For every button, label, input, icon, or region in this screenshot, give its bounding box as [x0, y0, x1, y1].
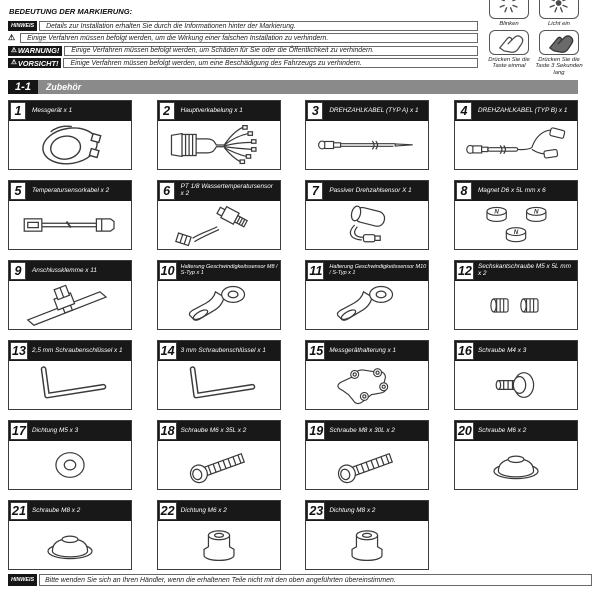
part-number: 4 — [456, 102, 472, 120]
cable-type-a-icon — [310, 123, 424, 167]
parts-grid — [8, 100, 578, 570]
part-box — [157, 260, 281, 330]
part-number: 16 — [457, 344, 472, 358]
terminal-clamp-icon — [13, 283, 127, 327]
part-box — [454, 100, 578, 170]
part-label: Messgeräthalterung x 1 — [329, 346, 397, 354]
part-illustration-area — [9, 361, 131, 409]
part-illustration-area — [306, 441, 428, 489]
part-box — [454, 260, 578, 330]
indicator-label: Drücken Sie die Taste einmal — [488, 56, 530, 70]
legend-text: Einige Verfahren müssen befolgt werden, um eine Beschädigung des Fahrzeugs zu verhindern. — [63, 58, 478, 68]
part-illustration-area — [9, 121, 131, 169]
legend-row — [8, 46, 478, 56]
legend-row — [8, 58, 478, 68]
part-header — [158, 341, 280, 361]
dome-nut-icon — [459, 443, 573, 487]
indicator-frame — [489, 0, 529, 19]
part-label: Magnet D6 x 5L mm x 6 — [477, 186, 546, 194]
part-box — [305, 420, 429, 490]
part-number: 22 — [160, 504, 175, 518]
part-box — [305, 100, 429, 170]
part-box — [8, 340, 132, 410]
legend-badge — [8, 21, 37, 31]
part-number: 1 — [10, 102, 26, 120]
part-box — [157, 340, 281, 410]
blink-icon — [493, 0, 525, 15]
grommet-icon — [310, 523, 424, 567]
speed-sensor-icon — [310, 203, 424, 247]
indicator-frame — [539, 30, 579, 55]
part-label: Temperatursensorkabel x 2 — [32, 186, 110, 194]
part-number: 20 — [457, 424, 472, 438]
water-temp-sensor-icon — [162, 203, 276, 247]
part-illustration-area — [158, 441, 280, 489]
part-label: DREHZAHLKABEL (TYP B) x 1 — [477, 106, 568, 114]
legend-badge — [8, 58, 61, 68]
part-box — [157, 500, 281, 570]
bolt-long-icon — [310, 443, 424, 487]
legend-badge-label: WARNUNG! — [17, 46, 60, 56]
part-label: Hauptverkabelung x 1 — [180, 106, 243, 114]
part-box — [8, 420, 132, 490]
part-header — [306, 421, 428, 441]
part-header — [306, 261, 428, 281]
part-label: Schraube M8 x 30L x 2 — [329, 426, 395, 434]
screw-m4-icon — [459, 363, 573, 407]
part-box — [8, 500, 132, 570]
footer-notice — [8, 574, 592, 586]
part-header — [9, 501, 131, 521]
part-label: Messgerät x 1 — [32, 106, 73, 114]
part-label: Schraube M8 x 2 — [32, 506, 81, 514]
part-label: 2,5 mm Schraubenschlüssel x 1 — [32, 346, 123, 354]
legend-badge — [8, 46, 62, 56]
set-screws-icon — [459, 283, 573, 327]
part-label: Halterung Geschwindigkeitssensor M10 / S-Typ x 1 — [329, 264, 427, 276]
part-header — [9, 341, 131, 361]
warning-triangle-icon: ⚠ — [11, 46, 17, 54]
legend-badge-label: VORSICHT! — [17, 58, 59, 68]
part-number: 2 — [159, 102, 175, 120]
part-number: 8 — [456, 182, 472, 200]
part-number: 14 — [160, 344, 175, 358]
part-number: 23 — [309, 504, 324, 518]
part-label: Dichtung M5 x 3 — [32, 426, 79, 434]
gauge-icon — [13, 123, 127, 167]
part-illustration-area — [306, 121, 428, 169]
part-header — [306, 501, 428, 521]
light-on-icon — [543, 0, 575, 15]
part-label: Dichtung M8 x 2 — [329, 506, 376, 514]
part-illustration-area — [455, 121, 577, 169]
hex-key-icon — [13, 363, 127, 407]
wiring-harness-icon — [162, 123, 276, 167]
marking-legend — [8, 21, 478, 71]
part-header — [158, 181, 280, 201]
part-box — [305, 340, 429, 410]
part-box — [8, 100, 132, 170]
part-number: 11 — [309, 264, 323, 278]
footer-notice-badge: HINWEIS — [8, 574, 37, 586]
part-number: 5 — [10, 182, 26, 200]
part-number: 15 — [309, 344, 324, 358]
magnets-icon — [459, 203, 573, 247]
part-box — [454, 180, 578, 250]
part-illustration-area — [158, 361, 280, 409]
part-header — [306, 181, 428, 201]
indicator-icon-panel — [484, 0, 584, 76]
part-illustration-area — [158, 121, 280, 169]
hex-key-icon — [162, 363, 276, 407]
part-box — [305, 180, 429, 250]
warning-triangle-icon: ⚠ — [8, 33, 16, 43]
warning-triangle-icon: ⚠ — [11, 58, 17, 66]
part-header — [158, 101, 280, 121]
part-header — [455, 181, 577, 201]
indicator-cell — [534, 30, 584, 77]
indicator-label: Blinken — [499, 21, 519, 27]
legend-row — [8, 33, 478, 43]
part-label: Halterung Geschwindigkeitssensor M8 / S-Typ x 1 — [180, 264, 278, 276]
legend-row — [8, 21, 478, 31]
part-illustration-area — [9, 521, 131, 569]
part-illustration-area — [158, 521, 280, 569]
gauge-bracket-icon — [310, 363, 424, 407]
legend-badge-label: HINWEIS — [11, 23, 35, 29]
part-header — [455, 341, 577, 361]
part-illustration-area — [158, 281, 280, 329]
part-illustration-area — [306, 201, 428, 249]
section-title: Zubehör — [38, 80, 578, 94]
part-illustration-area — [9, 441, 131, 489]
part-box — [157, 420, 281, 490]
indicator-frame — [489, 30, 529, 55]
sensor-bracket-icon — [310, 283, 424, 327]
part-box — [8, 260, 132, 330]
part-number: 3 — [307, 102, 323, 120]
indicator-cell — [484, 0, 534, 28]
footer-notice-text: Bitte wenden Sie sich an Ihren Händler, wenn die erhaltenen Teile nicht mit den oben angeführten übereinstimmen. — [39, 574, 592, 586]
part-label: Dichtung M6 x 2 — [180, 506, 227, 514]
part-number: 7 — [307, 182, 323, 200]
indicator-cell — [484, 30, 534, 77]
part-illustration-area — [158, 201, 280, 249]
part-header — [455, 261, 577, 281]
part-box — [454, 420, 578, 490]
part-box — [8, 180, 132, 250]
press-once-icon — [493, 30, 525, 54]
washer-icon — [13, 443, 127, 487]
part-header — [9, 421, 131, 441]
part-number: 9 — [10, 262, 26, 280]
press-hold-icon — [543, 30, 575, 54]
part-box — [454, 340, 578, 410]
part-illustration-area — [306, 361, 428, 409]
legend-title: BEDEUTUNG DER MARKIERUNG: — [9, 7, 133, 16]
part-header — [306, 101, 428, 121]
part-number: 12 — [457, 264, 472, 278]
part-label: Anschlussklemme x 11 — [32, 266, 97, 274]
part-box — [157, 180, 281, 250]
part-box — [305, 500, 429, 570]
part-number: 6 — [159, 182, 175, 200]
part-header — [306, 341, 428, 361]
legend-text: Einige Verfahren müssen befolgt werden, um Schäden für Sie oder die Öffentlichkeit zu verhindern. — [64, 46, 478, 56]
part-box — [157, 100, 281, 170]
part-number: 13 — [12, 344, 26, 358]
section-number: 1-1 — [8, 80, 38, 94]
part-number: 10 — [160, 264, 175, 278]
part-header — [9, 101, 131, 121]
part-label: Schraube M4 x 3 — [477, 346, 527, 354]
part-label: Schraube M6 x 2 — [477, 426, 527, 434]
indicator-label: Licht ein — [548, 21, 570, 27]
legend-text: Einige Verfahren müssen befolgt werden, um die Wirkung einer falschen Installation zu verhindern. — [20, 33, 478, 43]
part-header — [158, 421, 280, 441]
cable-type-b-icon — [459, 123, 573, 167]
part-number: 17 — [12, 424, 26, 438]
part-illustration-area — [455, 201, 577, 249]
part-header — [158, 501, 280, 521]
part-illustration-area — [306, 521, 428, 569]
part-header — [158, 261, 280, 281]
legend-badge — [8, 33, 18, 43]
dome-nut-icon — [13, 523, 127, 567]
part-label: Schraube M6 x 35L x 2 — [180, 426, 247, 434]
part-number: 18 — [160, 424, 175, 438]
grommet-icon — [162, 523, 276, 567]
part-illustration-area — [455, 441, 577, 489]
section-header — [8, 80, 578, 94]
part-header — [9, 181, 131, 201]
legend-text: Details zur Installation erhalten Sie durch die Informationen hinter der Markierung. — [39, 21, 478, 31]
part-number: 21 — [12, 504, 26, 518]
part-illustration-area — [455, 281, 577, 329]
part-number: 19 — [309, 424, 324, 438]
indicator-label: Drücken Sie die Taste 3 Sekunden lang — [535, 56, 583, 76]
bolt-long-icon — [162, 443, 276, 487]
part-label: DREHZAHLKABEL (TYP A) x 1 — [329, 106, 419, 114]
part-label: Sechskantschraube M5 x 5L mm x 2 — [477, 263, 571, 277]
indicator-frame — [539, 0, 579, 19]
part-header — [455, 101, 577, 121]
part-illustration-area — [455, 361, 577, 409]
part-illustration-area — [9, 201, 131, 249]
part-label: 3 mm Schraubenschlüssel x 1 — [180, 346, 266, 354]
part-label: PT 1/8 Wassertemperatursensor x 2 — [180, 183, 273, 197]
part-box — [305, 260, 429, 330]
part-header — [455, 421, 577, 441]
sensor-bracket-icon — [162, 283, 276, 327]
part-label: Passiver Drehzahlsensor X 1 — [329, 186, 412, 194]
part-header — [9, 261, 131, 281]
part-illustration-area — [306, 281, 428, 329]
part-illustration-area — [9, 281, 131, 329]
indicator-cell — [534, 0, 584, 28]
sensor-cable-icon — [13, 203, 127, 247]
